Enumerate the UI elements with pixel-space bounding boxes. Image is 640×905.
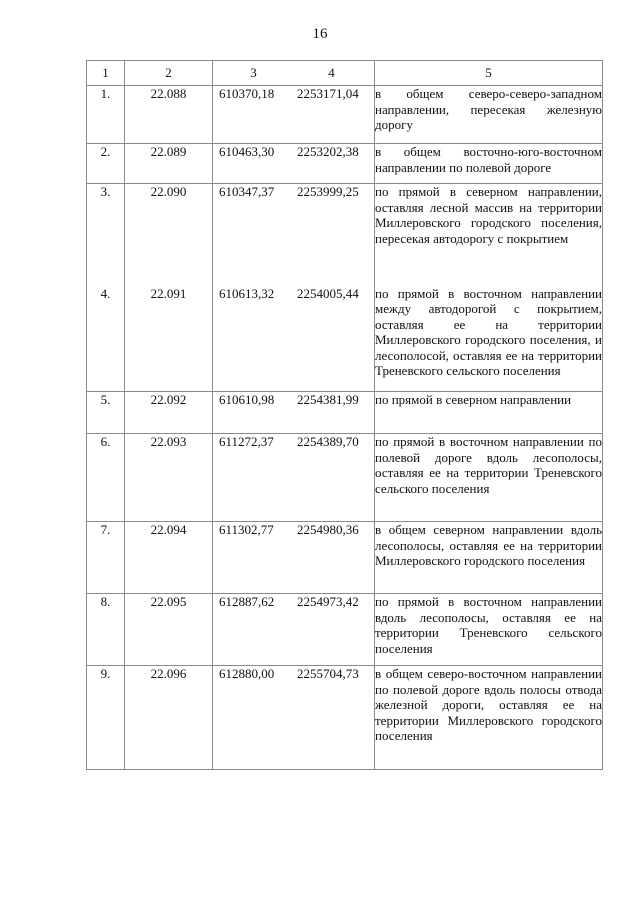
- row-number: 4.: [87, 272, 125, 392]
- boundary-description: по прямой в восточном направлении между автодорогой с покрытием, оставляя ее на территории Миллеровского городского поселения, и лесополосой, оставляя ее на территории Треневского сельского поселения: [375, 272, 603, 392]
- boundary-table: [86, 60, 603, 770]
- coord-x: 610463,30: [219, 144, 275, 159]
- boundary-description: в общем восточно-юго-восточном направлении по полевой дороге: [375, 144, 603, 184]
- coord-y: 2254381,99: [297, 392, 359, 407]
- coordinates: [213, 522, 375, 594]
- table-row: [87, 666, 603, 770]
- row-number: 3.: [87, 184, 125, 272]
- header-col-3-4: [213, 61, 375, 86]
- header-col-3: 3: [250, 65, 257, 81]
- coord-x: 610370,18: [219, 86, 275, 101]
- coord-x: 610613,32: [219, 285, 275, 301]
- row-number: 1.: [87, 86, 125, 144]
- boundary-description: в общем северном направлении вдоль лесополосы, оставляя ее на территории Миллеровского городского поселения: [375, 522, 603, 594]
- page-number: 16: [312, 26, 328, 42]
- table-row: [87, 594, 603, 666]
- row-number: 2.: [87, 144, 125, 184]
- point-id: 22.089: [125, 144, 213, 184]
- coord-x: 612887,62: [219, 594, 275, 609]
- coord-y: 2253999,25: [297, 184, 359, 199]
- table-row: [87, 184, 603, 272]
- table-row: [87, 272, 603, 392]
- coord-x: 610610,98: [219, 392, 275, 407]
- header-col-5: 5: [375, 61, 603, 86]
- boundary-description: по прямой в северном направлении, оставляя лесной массив на территории Миллеровского городского поселения, пересекая автодорогу с покрытием: [375, 184, 603, 272]
- row-number: 6.: [87, 434, 125, 522]
- coordinates: [213, 272, 375, 392]
- coordinates: [213, 86, 375, 144]
- table-row: [87, 434, 603, 522]
- header-col-1: 1: [87, 61, 125, 86]
- coord-y: 2254005,44: [297, 285, 359, 301]
- point-id: 22.088: [125, 86, 213, 144]
- table-row: [87, 522, 603, 594]
- coord-y: 2254389,70: [297, 434, 359, 449]
- coord-x: 612880,00: [219, 666, 275, 681]
- boundary-description: по прямой в восточном направлении по полевой дороге вдоль лесополосы, оставляя ее на территории Треневского сельского поселения: [375, 434, 603, 522]
- point-id: 22.090: [125, 184, 213, 272]
- point-id: 22.093: [125, 434, 213, 522]
- boundary-description: по прямой в северном направлении: [375, 392, 603, 434]
- boundary-description: по прямой в восточном направлении вдоль лесополосы, оставляя ее на территории Треневского сельского поселения: [375, 594, 603, 666]
- coord-y: 2255704,73: [297, 666, 359, 681]
- row-number: 7.: [87, 522, 125, 594]
- coord-x: 610347,37: [219, 184, 275, 199]
- coord-y: 2254980,36: [297, 522, 359, 537]
- point-id: 22.094: [125, 522, 213, 594]
- coordinates: [213, 184, 375, 272]
- point-id: 22.092: [125, 392, 213, 434]
- coordinates: [213, 666, 375, 770]
- point-id: 22.096: [125, 666, 213, 770]
- coord-x: 611272,37: [219, 434, 274, 449]
- boundary-description: в общем северо-северо-западном направлении, пересекая железную дорогу: [375, 86, 603, 144]
- coordinates: [213, 594, 375, 666]
- row-number: 8.: [87, 594, 125, 666]
- boundary-description: в общем северо-восточном направлении по полевой дороге вдоль полосы отвода железной дороги, оставляя ее на территории Миллеровского городского поселения: [375, 666, 603, 770]
- table-row: [87, 144, 603, 184]
- coord-x: 611302,77: [219, 522, 274, 537]
- coord-y: 2253202,38: [297, 144, 359, 159]
- table-row: [87, 392, 603, 434]
- point-id: 22.095: [125, 594, 213, 666]
- coordinates: [213, 434, 375, 522]
- coordinates: [213, 144, 375, 184]
- coordinates: [213, 392, 375, 434]
- coord-y: 2253171,04: [297, 86, 359, 101]
- table-row: [87, 86, 603, 144]
- header-col-2: 2: [125, 61, 213, 86]
- point-id: 22.091: [125, 272, 213, 392]
- row-number: 9.: [87, 666, 125, 770]
- coord-y: 2254973,42: [297, 594, 359, 609]
- header-col-4: 4: [328, 65, 335, 81]
- table-header-row: [87, 61, 603, 86]
- row-number: 5.: [87, 392, 125, 434]
